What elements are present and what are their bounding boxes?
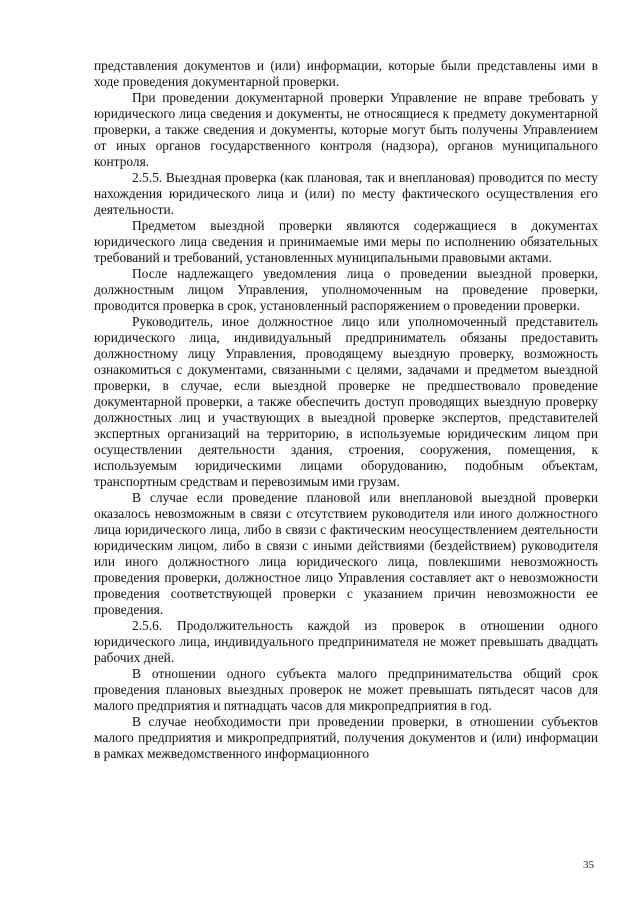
paragraph-2-5-6: 2.5.6. Продолжительность каждой из проверок в отношении одного юридического лица, индивидуального предпринимателя не может превышать двадцать рабочих дней. xyxy=(94,618,598,665)
paragraph-impossibility-act: В случае если проведение плановой или внеплановой выездной проверки оказалось невозможным в связи с отсутствием руководителя или иного должностного лица юридического лица, либо в связи с фактическим неосуществлением деятельности юридическим лицом, либо в связи с иными действиями (бездействием) руководителя или иного должностного лица юридического лица, повлекшими невозможность проведения проверки, должностное лицо Управления составляет акт о невозможности проведения соответствующей проверки с указанием причин невозможности ее проведения. xyxy=(94,490,598,617)
document-body xyxy=(94,58,598,762)
paragraph-head-obligations: Руководитель, иное должностное лицо или уполномоченный представитель юридического лица, индивидуальный предприниматель обязаны предоставить должностному лицу Управления, проводящему выездную проверку, возможность ознакомиться с документами, связанными с целями, задачами и предметом выездной проверки, в случае, если выездной проверке не предшествовало проведение документарной проверки, а также обеспечить доступ проводящих выездную проверку должностных лиц и участвующих в выездной проверке экспертов, представителей экспертных организаций на территорию, в используемые юридическим лицом при осуществлении деятельности здания, строения, сооружения, помещения, к используемым юридическими лицами оборудованию, подобным объектам, транспортным средствам и перевозимым ими грузам. xyxy=(94,314,598,489)
paragraph-2-5-5: 2.5.5. Выездная проверка (как плановая, так и внеплановая) проводится по месту нахождения юридического лица и (или) по месту фактического осуществления его деятельности. xyxy=(94,170,598,217)
paragraph-continuation: представления документов и (или) информации, которые были представлены ими в ходе проведения документарной проверки. xyxy=(94,58,598,89)
paragraph-after-notification: После надлежащего уведомления лица о проведении выездной проверки, должностным лицом Управления, уполномоченным на проведение проверки, проводится проверка в срок, установленный распоряжением о проведении проверки. xyxy=(94,266,598,313)
paragraph-documentary-check-restrictions: При проведении документарной проверки Управление не вправе требовать у юридического лица сведения и документы, не относящиеся к предмету документарной проверки, а также сведения и документы, которые могут быть получены Управлением от иных органов государственного контроля (надзора), органов муниципального контроля. xyxy=(94,90,598,169)
paragraph-interagency-request: В случае необходимости при проведении проверки, в отношении субъектов малого предприятия и микропредприятий, получения документов и (или) информации в рамках межведомственного информационного xyxy=(94,714,598,761)
paragraph-onsite-check-subject: Предметом выездной проверки являются содержащиеся в документах юридического лица сведения и принимаемые ими меры по исполнению обязательных требований и требований, установленных муниципальными правовыми актами. xyxy=(94,218,598,265)
page-number: 35 xyxy=(583,859,594,871)
paragraph-small-business-limit: В отношении одного субъекта малого предпринимательства общий срок проведения плановых выездных проверок не может превышать пятьдесят часов для малого предприятия и пятнадцать часов для микропредприятия в год. xyxy=(94,666,598,713)
